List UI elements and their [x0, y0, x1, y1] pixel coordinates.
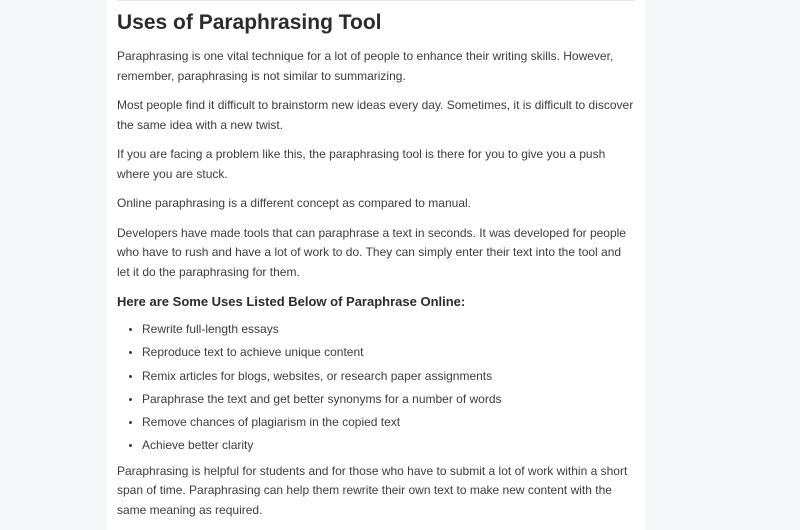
- article-card: [107, 0, 645, 530]
- top-divider: [117, 0, 635, 1]
- paragraph-2: Most people find it difficult to brainstorm new ideas every day. Sometimes, it is difficult to discover the same idea with a new twist.: [117, 98, 634, 132]
- paragraph-1: Paraphrasing is one vital technique for a lot of people to enhance their writing skills. However, remember, paraphrasing is not similar to summarizing.: [117, 49, 614, 83]
- paragraph-5: Developers have made tools that can paraphrase a text in seconds. It was developed for people who have to rush and have a lot of work to do. They can simply enter their text into the tool and let it do the paraphrasing for them.: [117, 225, 626, 279]
- closing-paragraph: Paraphrasing is helpful for students and for those who have to submit a lot of work within a short span of time. Paraphrasing can help them rewrite their own text to make new content with the same meaning as required.: [117, 463, 628, 517]
- paragraph-3: If you are facing a problem like this, the paraphrasing tool is there for you to give you a push where you are stuck.: [117, 147, 606, 181]
- list-item: • Paraphrase the text and get better synonyms for a number of words: [142, 392, 637, 407]
- article-body: [117, 47, 637, 530]
- list-item: • Remove chances of plagiarism in the copied text: [142, 415, 637, 430]
- uses-list: [117, 322, 637, 453]
- article-title: Uses of Paraphrasing Tool: [117, 11, 382, 34]
- list-item: • Achieve better clarity: [142, 438, 637, 453]
- uses-heading: Here are Some Uses Listed Below of Paraphrase Online:: [117, 294, 466, 309]
- list-item: • Rewrite full-length essays: [142, 322, 637, 337]
- list-item: • Remix articles for blogs, websites, or research paper assignments: [142, 369, 637, 384]
- paragraph-4: Online paraphrasing is a different concept as compared to manual.: [117, 196, 471, 210]
- list-item: • Reproduce text to achieve unique content: [142, 345, 637, 360]
